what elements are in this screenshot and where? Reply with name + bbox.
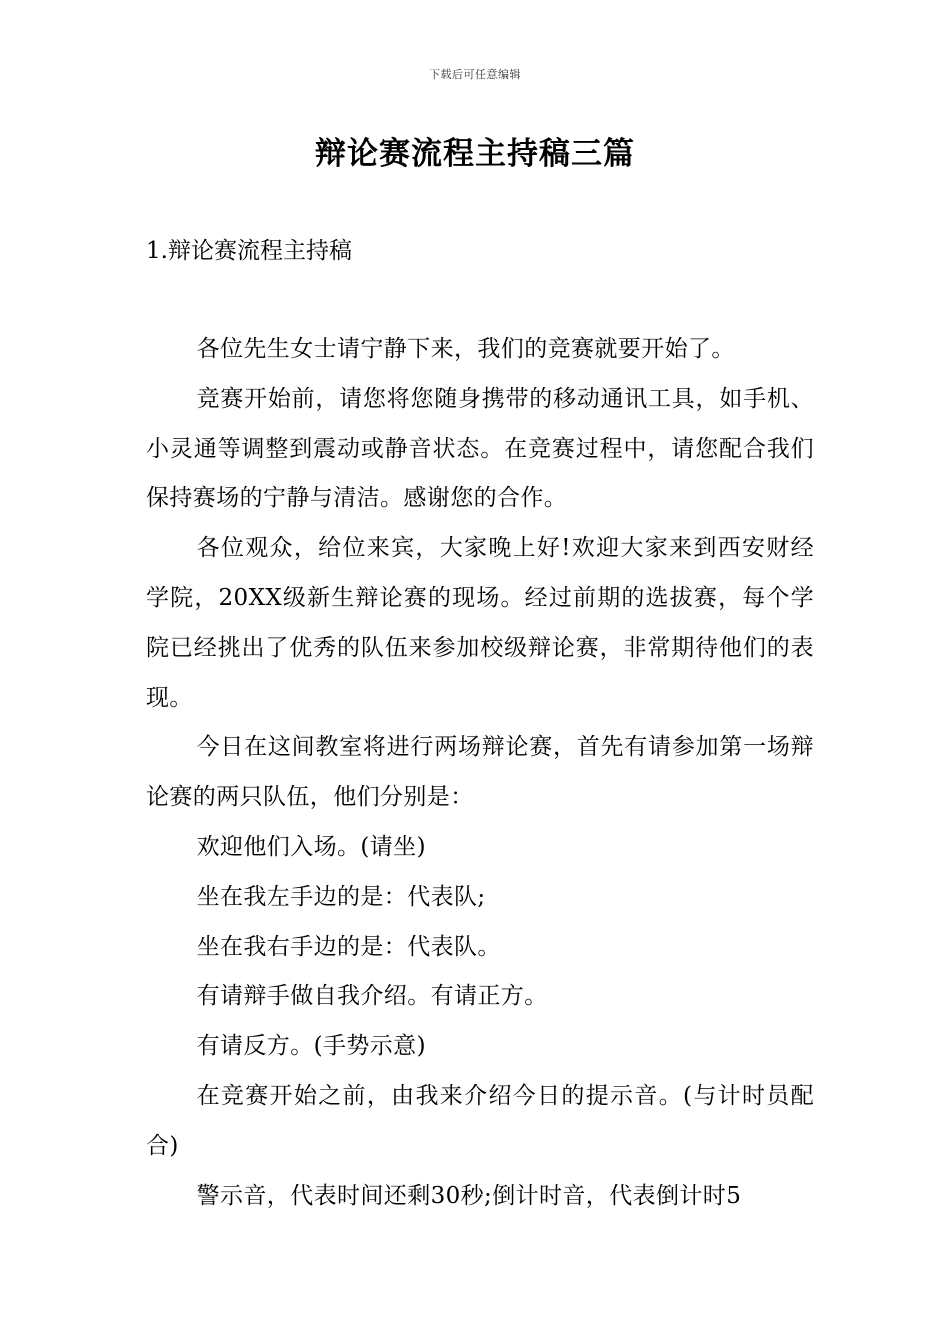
paragraph: 坐在我左手边的是：代表队;	[196, 883, 486, 910]
paragraph: 坐在我右手边的是：代表队。	[196, 933, 501, 960]
document-title: 辩论赛流程主持稿三篇	[315, 136, 635, 172]
paragraph: 欢迎他们入场。(请坐)	[196, 833, 426, 860]
paragraph: 有请辩手做自我介绍。有请正方。	[196, 983, 548, 1010]
paragraph: 各位观众，给位来宾，大家晚上好!欢迎大家来到西安财经学院，20XX级新生辩论赛的现场。经过前期的选拔赛，每个学院已经挑出了优秀的队伍来参加校级辩论赛，非常期待他们的表现。	[146, 535, 814, 711]
paragraph: 在竞赛开始之前，由我来介绍今日的提示音。(与计时员配合)	[146, 1082, 814, 1159]
section-heading: 1.辩论赛流程主持稿	[146, 238, 352, 264]
paragraph: 有请反方。(手势示意)	[196, 1033, 426, 1060]
paragraph: 各位先生女士请宁静下来，我们的竞赛就要开始了。	[196, 336, 735, 362]
document-body	[146, 325, 814, 1221]
paragraph: 竞赛开始前，请您将您随身携带的移动通讯工具，如手机、小灵通等调整到震动或静音状态。在竞赛过程中，请您配合我们保持赛场的宁静与清洁。感谢您的合作。	[146, 385, 814, 512]
paragraph: 今日在这间教室将进行两场辩论赛，首先有请参加第一场辩论赛的两只队伍，他们分别是：	[146, 734, 814, 811]
paragraph: 警示音，代表时间还剩30秒;倒计时音，代表倒计时5	[196, 1182, 742, 1209]
header-note: 下载后可任意编辑	[429, 68, 521, 81]
